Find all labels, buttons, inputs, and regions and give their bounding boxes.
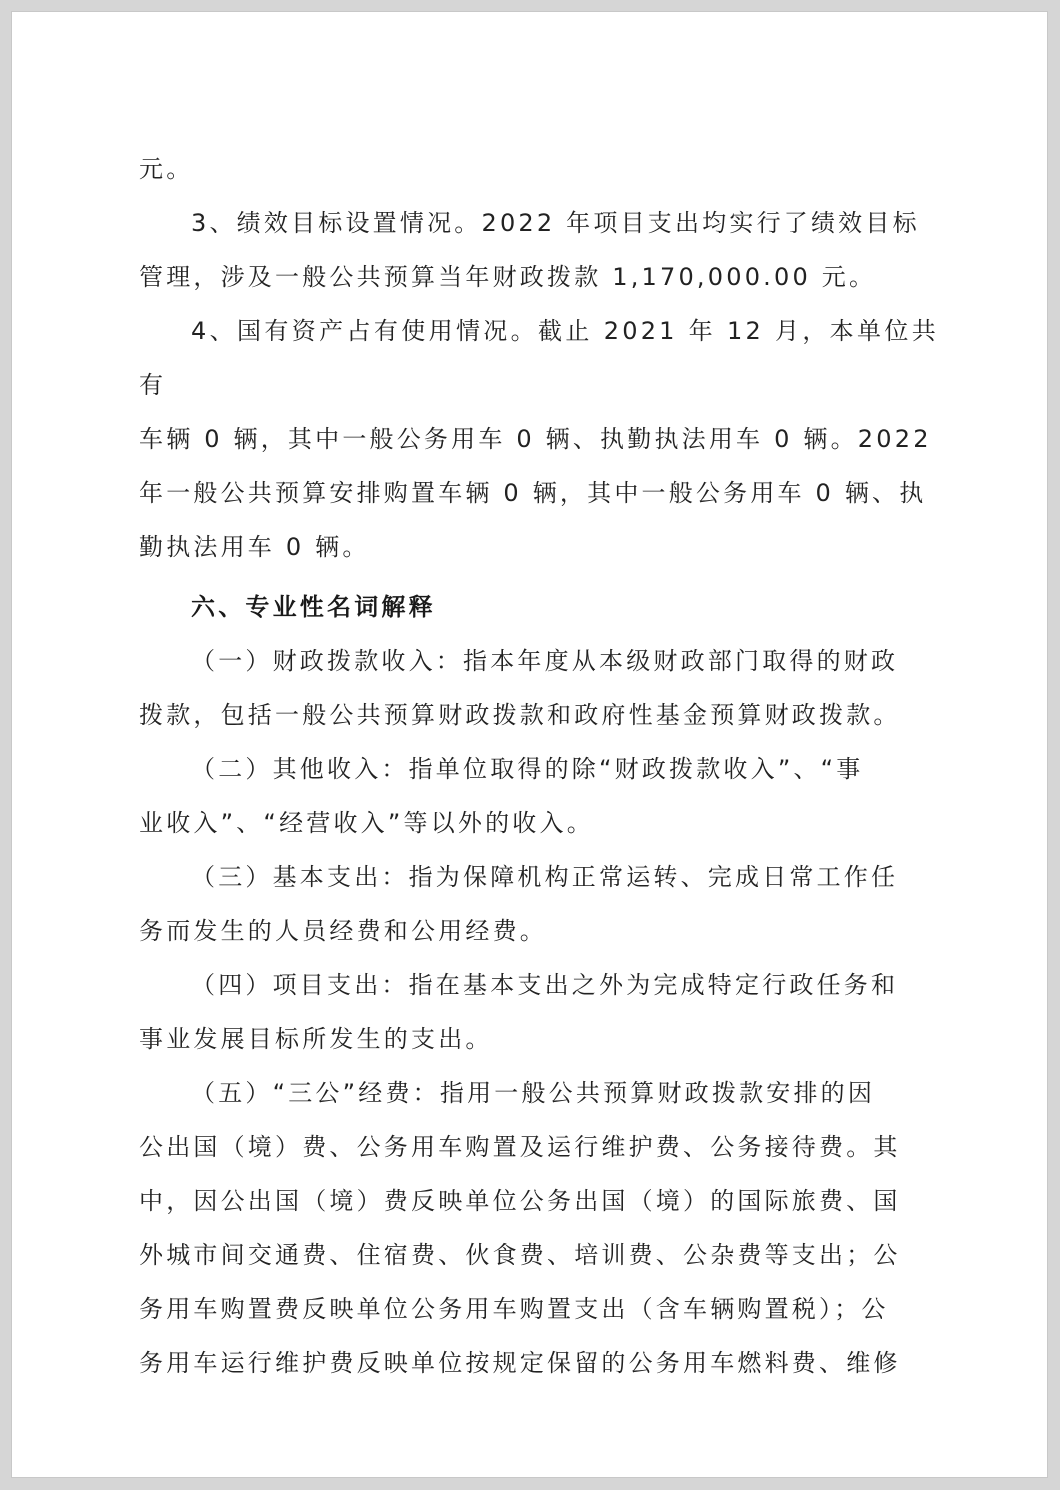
definition-project-expenditure-cont [139, 1012, 939, 1066]
definition-other-income [139, 742, 939, 796]
text-line: 事业发展目标所发生的支出。 [139, 1025, 493, 1053]
text-line: （一）财政拨款收入：指本年度从本级财政部门取得的财政 [191, 647, 899, 675]
text-line: 务用车运行维护费反映单位按规定保留的公务用车燃料费、维修 [139, 1349, 901, 1377]
text-line: （三）基本支出：指为保障机构正常运转、完成日常工作任 [191, 863, 899, 891]
text-line: 年一般公共预算安排购置车辆 0 辆，其中一般公务用车 0 辆、执 [139, 479, 927, 507]
paragraph-performance-targets-cont [139, 250, 939, 304]
definition-three-public-expenses [139, 1066, 939, 1120]
text-line: 公出国（境）费、公务用车购置及运行维护费、公务接待费。其 [139, 1133, 901, 1161]
text-line: （五）“三公”经费：指用一般公共预算财政拨款安排的因 [191, 1079, 876, 1107]
definition-basic-expenditure-cont [139, 904, 939, 958]
document-page [11, 11, 1048, 1478]
continuation-line [139, 142, 939, 196]
text-line: （二）其他收入：指单位取得的除“财政拨款收入”、“事 [191, 755, 864, 783]
definition-other-income-cont [139, 796, 939, 850]
text-line: 外城市间交通费、住宿费、伙食费、培训费、公杂费等支出；公 [139, 1241, 901, 1269]
text-line: 元。 [139, 155, 194, 183]
definition-basic-expenditure [139, 850, 939, 904]
text-line: 4、国有资产占有使用情况。截止 2021 年 12 月，本单位共有 [139, 317, 939, 399]
definition-fiscal-appropriation [139, 634, 939, 688]
text-line: 务而发生的人员经费和公用经费。 [139, 917, 547, 945]
document-body [139, 142, 939, 1390]
section-heading-glossary: 六、专业性名词解释 [191, 593, 436, 621]
text-line: 管理，涉及一般公共预算当年财政拨款 1,170,000.00 元。 [139, 263, 877, 291]
text-line: 中，因公出国（境）费反映单位公务出国（境）的国际旅费、国 [139, 1187, 901, 1215]
text-line: 拨款，包括一般公共预算财政拨款和政府性基金预算财政拨款。 [139, 701, 901, 729]
text-line: （四）项目支出：指在基本支出之外为完成特定行政任务和 [191, 971, 899, 999]
text-line: 务用车购置费反映单位公务用车购置支出（含车辆购置税）；公 [139, 1295, 889, 1323]
text-line: 3、绩效目标设置情况。2022 年项目支出均实行了绩效目标 [191, 209, 920, 237]
paragraph-state-assets [139, 304, 939, 412]
paragraph-state-assets-cont [139, 412, 939, 574]
text-line: 业收入”、“经营收入”等以外的收入。 [139, 809, 594, 837]
definition-three-public-expenses-cont [139, 1120, 939, 1390]
definition-fiscal-appropriation-cont [139, 688, 939, 742]
definition-project-expenditure [139, 958, 939, 1012]
paragraph-performance-targets [139, 196, 939, 250]
text-line: 车辆 0 辆，其中一般公务用车 0 辆、执勤执法用车 0 辆。2022 [139, 425, 932, 453]
text-line: 勤执法用车 0 辆。 [139, 533, 370, 561]
